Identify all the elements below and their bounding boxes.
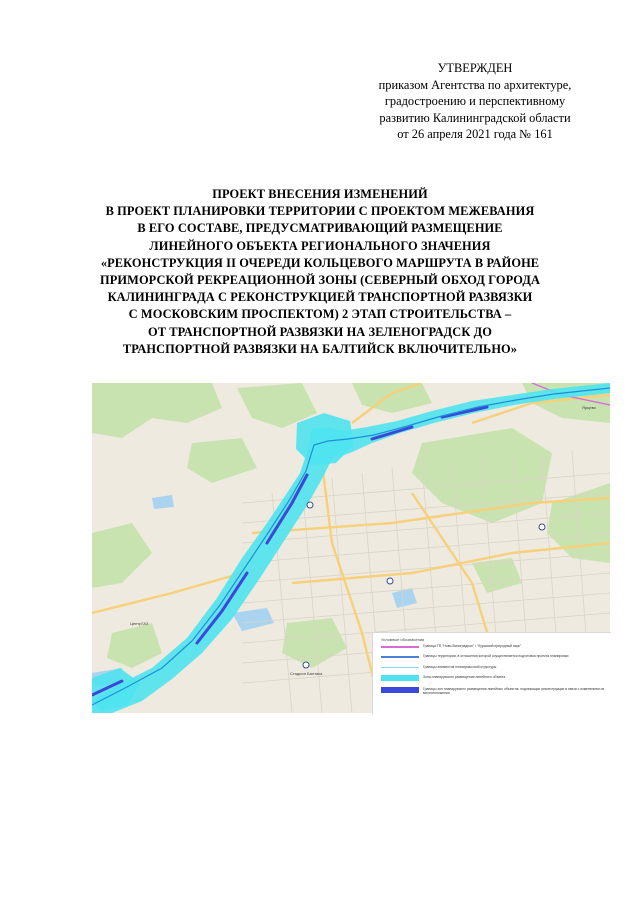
map-marker [387,578,393,584]
approval-line: градостроению и перспективному [384,94,566,109]
map-legend [372,632,611,714]
approval-line: от 26 апреля 2021 года № 161 [397,127,553,142]
legend-label: Границы элементов планировочной структуры [423,665,497,669]
legend-swatch [381,687,419,693]
legend-item [381,665,609,674]
title-line: КАЛИНИНГРАДА С РЕКОНСТРУКЦИЕЙ ТРАНСПОРТНОЙ РАЗВЯЗКИ [107,290,533,305]
title-line: В ЕГО СОСТАВЕ, ПРЕДУСМАТРИВАЮЩИЙ РАЗМЕЩЕНИЕ [137,221,503,236]
title-line: ЛИНЕЙНОГО ОБЪЕКТА РЕГИОНАЛЬНОГО ЗНАЧЕНИЯ [149,238,491,253]
legend-swatch [381,656,419,658]
title-line: ПРОЕКТ ВНЕСЕНИЯ ИЗМЕНЕНИЙ [212,187,428,201]
approval-line: УТВЕРЖДЕН [437,61,513,75]
title-line: «РЕКОНСТРУКЦИЯ II ОЧЕРЕДИ КОЛЬЦЕВОГО МАРШРУТА В РАЙОНЕ [100,255,540,270]
approval-line: развитию Калининградской области [379,110,571,125]
title-line: С МОСКОВСКИМ ПРОСПЕКТОМ) 2 ЭТАП СТРОИТЕЛЬСТВА – [128,307,512,322]
map-marker [539,524,545,530]
title-line: ПРИМОРСКОЙ РЕКРЕАЦИОННОЙ ЗОНЫ (СЕВЕРНЫЙ ОБХОД ГОРОДА [100,273,540,288]
place-label-center-left: ЦентрГАЗ [130,621,149,626]
approval-line: приказом Агентства по архитектуре, [378,77,572,92]
legend-item [381,687,609,696]
title-line: В ПРОЕКТ ПЛАНИРОВКИ ТЕРРИТОРИИ С ПРОЕКТОМ МЕЖЕВАНИЯ [105,204,535,219]
legend-swatch [381,667,419,668]
place-label-north-east: Ярцево [582,405,596,410]
legend-item [381,644,609,653]
legend-label: Границы территории, в отношении которой осуществляется подготовка проекта планировки [423,654,569,658]
place-label-south-center: Стадион Балтика [290,671,323,676]
title-line: ОТ ТРАНСПОРТНОЙ РАЗВЯЗКИ НА ЗЕЛЕНОГРАДСК ДО [148,324,492,339]
title-line: ТРАНСПОРТНОЙ РАЗВЯЗКИ НА БАЛТИЙСК ВКЛЮЧИТЕЛЬНО» [122,341,518,356]
map-marker [307,502,313,508]
legend-label: Граница ГП "Ново-Виноградное" / "Куршский природный парк" [423,644,522,648]
document-title [60,186,580,358]
legend-label: Границы зон планируемого размещения линейных объектов, подлежащих реконструкции в связи с изменением их местоположения [423,687,605,695]
legend-swatch [381,675,419,681]
legend-item [381,675,609,684]
legend-label: Зона планируемого размещения линейного объекта [423,675,506,679]
map-marker [303,662,309,668]
legend-item [381,654,609,663]
legend-title: Условные обозначения [381,637,425,642]
approval-stamp [330,60,620,143]
legend-swatch [381,646,419,648]
